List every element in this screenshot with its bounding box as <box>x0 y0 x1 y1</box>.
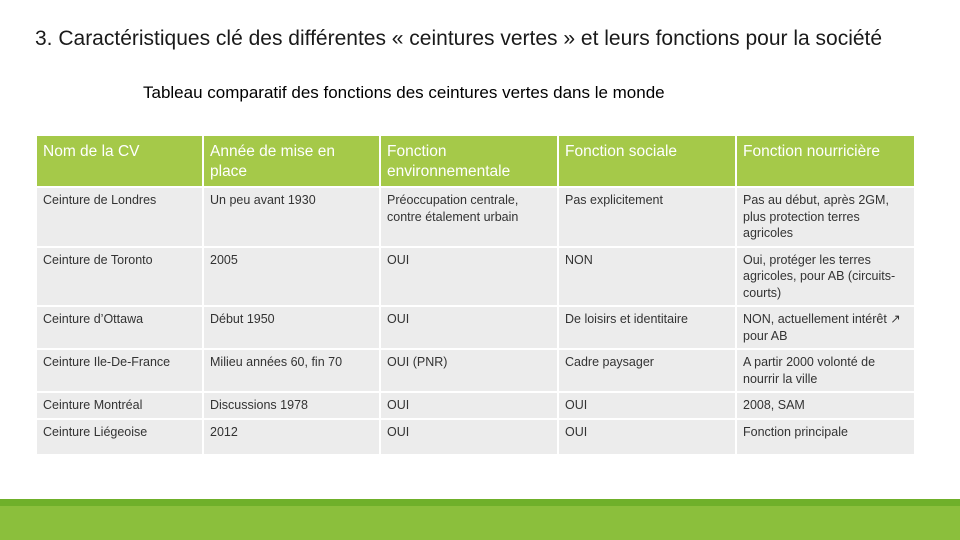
table-cell: Oui, protéger les terres agricoles, pour AB (circuits-courts) <box>736 247 915 307</box>
comparison-table <box>35 134 916 456</box>
table-cell: 2012 <box>203 419 380 455</box>
header-cell: Fonction nourricière <box>736 135 915 187</box>
table-row <box>36 419 915 455</box>
table-cell: Ceinture de Toronto <box>36 247 203 307</box>
table-cell: Pas explicitement <box>558 187 736 247</box>
table-cell: 2008, SAM <box>736 392 915 419</box>
table-cell: A partir 2000 volonté de nourrir la ville <box>736 349 915 392</box>
table-cell: OUI <box>380 247 558 307</box>
table-cell: OUI <box>558 419 736 455</box>
table-cell: Pas au début, après 2GM, plus protection terres agricoles <box>736 187 915 247</box>
table-cell: Fonction principale <box>736 419 915 455</box>
table-cell: Ceinture de Londres <box>36 187 203 247</box>
table-cell: Ceinture Montréal <box>36 392 203 419</box>
table-row <box>36 247 915 307</box>
table-cell: NON, actuellement intérêt ↗ pour AB <box>736 306 915 349</box>
header-cell: Fonction environnementale <box>380 135 558 187</box>
table-row <box>36 306 915 349</box>
footer-band <box>0 499 960 540</box>
footer-accent-line <box>0 499 960 506</box>
header-cell: Année de mise en place <box>203 135 380 187</box>
table-cell: OUI <box>558 392 736 419</box>
table-row <box>36 392 915 419</box>
table-cell: Ceinture Liégeoise <box>36 419 203 455</box>
table-cell: OUI (PNR) <box>380 349 558 392</box>
header-cell: Fonction sociale <box>558 135 736 187</box>
table-header-row <box>36 135 915 187</box>
table-cell: OUI <box>380 392 558 419</box>
table-cell: Discussions 1978 <box>203 392 380 419</box>
table-cell: OUI <box>380 306 558 349</box>
table-cell: Milieu années 60, fin 70 <box>203 349 380 392</box>
table-cell: Un peu avant 1930 <box>203 187 380 247</box>
table-cell: 2005 <box>203 247 380 307</box>
table-caption: Tableau comparatif des fonctions des ceintures vertes dans le monde <box>143 83 665 102</box>
table-cell: Ceinture d’Ottawa <box>36 306 203 349</box>
table-cell: Début 1950 <box>203 306 380 349</box>
table-cell: De loisirs et identitaire <box>558 306 736 349</box>
table-cell: Ceinture Ile-De-France <box>36 349 203 392</box>
slide-title: 3. Caractéristiques clé des différentes « ceintures vertes » et leurs fonctions pour la société <box>35 27 883 50</box>
table-cell: Préoccupation centrale, contre étalement urbain <box>380 187 558 247</box>
header-cell: Nom de la CV <box>36 135 203 187</box>
table-cell: OUI <box>380 419 558 455</box>
table-cell: Cadre paysager <box>558 349 736 392</box>
table-cell: NON <box>558 247 736 307</box>
table-row <box>36 187 915 247</box>
table-row <box>36 349 915 392</box>
